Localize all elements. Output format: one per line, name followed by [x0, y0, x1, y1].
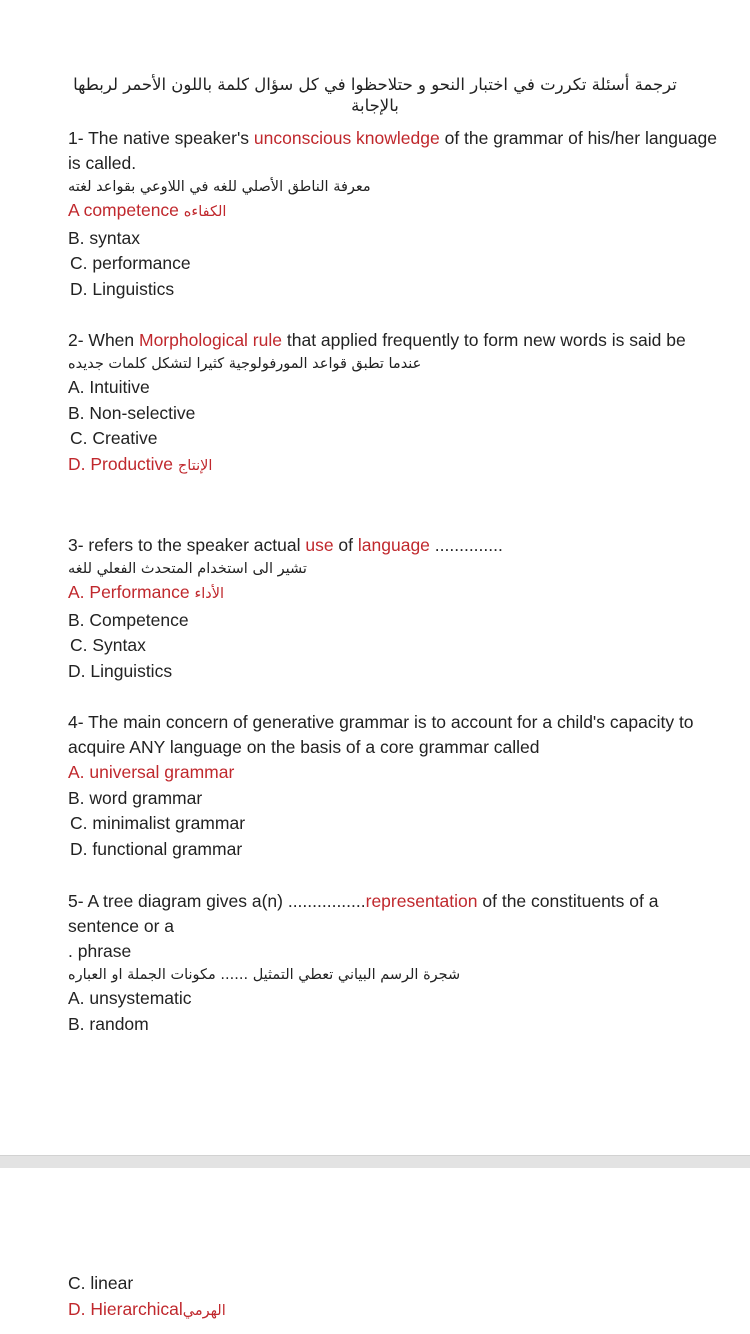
question-4 [68, 710, 723, 862]
option-c: C. Syntax [70, 635, 146, 655]
option-c: C. Creative [70, 428, 158, 448]
arabic-translation: تشير الى استخدام المتحدث الفعلي للغه [68, 561, 307, 577]
highlight-keyword: representation [365, 891, 478, 911]
option-a-answer: A competence الكفاءه [68, 200, 227, 220]
question-1 [68, 126, 718, 302]
option-d-answer: D. Productive الإنتاج [68, 453, 213, 474]
option-a: A. Intuitive [68, 377, 150, 397]
option-b: B. Non-selective [68, 402, 196, 423]
highlight-keyword-2: language [357, 535, 430, 555]
question-text: 1- The native speaker's unconscious knowledge of the grammar of his/her language is called. [68, 128, 717, 173]
question-text: 5- A tree diagram gives a(n) ................representation of the constituents of a sentence or a [68, 891, 659, 936]
question-2 [68, 328, 718, 479]
question-5 [68, 889, 718, 1037]
arabic-translation: عندما تطبق قواعد المورفولوجية كثيرا لتشكل كلمات جديده [68, 356, 422, 372]
option-b: B. Competence [68, 609, 189, 630]
arabic-translation: شجرة الرسم البياني تعطي التمثيل ...... مكونات الجملة او العباره [68, 967, 461, 983]
highlight-keyword: unconscious knowledge [253, 128, 440, 148]
option-d: D. Linguistics [68, 660, 173, 681]
arabic-header [60, 74, 690, 116]
question-text: 2- When Morphological rule that applied frequently to form new words is said be [68, 330, 686, 350]
option-a: A. unsystematic [68, 988, 192, 1008]
option-c: C. linear [68, 1273, 134, 1293]
question-text: 4- The main concern of generative grammar is to account for a child's capacity to acquire ANY language on the basis of a core grammar called [68, 712, 694, 757]
option-c: C. minimalist grammar [70, 813, 246, 833]
option-d: D. functional grammar [70, 838, 243, 859]
option-a-answer: A. Performance الأداء [68, 582, 225, 602]
option-b: B. word grammar [68, 787, 203, 808]
question-5-continued [68, 1271, 718, 1324]
question-3 [68, 533, 718, 684]
question-text-line-3: . phrase [68, 941, 132, 961]
option-c: C. performance [70, 253, 191, 273]
arabic-translation: معرفة الناطق الأصلي للغه في اللاوعي بقواعد لغته [68, 179, 371, 195]
document-page-2 [0, 1168, 750, 1334]
highlight-keyword: Morphological rule [139, 330, 282, 350]
option-d-answer: D. Hierarchicalالهرمي [68, 1298, 226, 1319]
page-break-divider [0, 1155, 750, 1169]
header-line-1: ترجمة أسئلة تكررت في اختبار النحو و حتلاحظوا في كل سؤال كلمة باللون الأحمر لربطها [73, 75, 677, 94]
highlight-keyword: use [305, 535, 334, 555]
header-line-2: بالإجابة [351, 96, 399, 115]
question-text: 3- refers to the speaker actual use of language .............. [68, 535, 503, 555]
option-d: D. Linguistics [70, 278, 175, 299]
option-a-answer: A. universal grammar [68, 762, 235, 782]
option-b: B. random [68, 1013, 149, 1034]
option-b: B. syntax [68, 227, 140, 248]
